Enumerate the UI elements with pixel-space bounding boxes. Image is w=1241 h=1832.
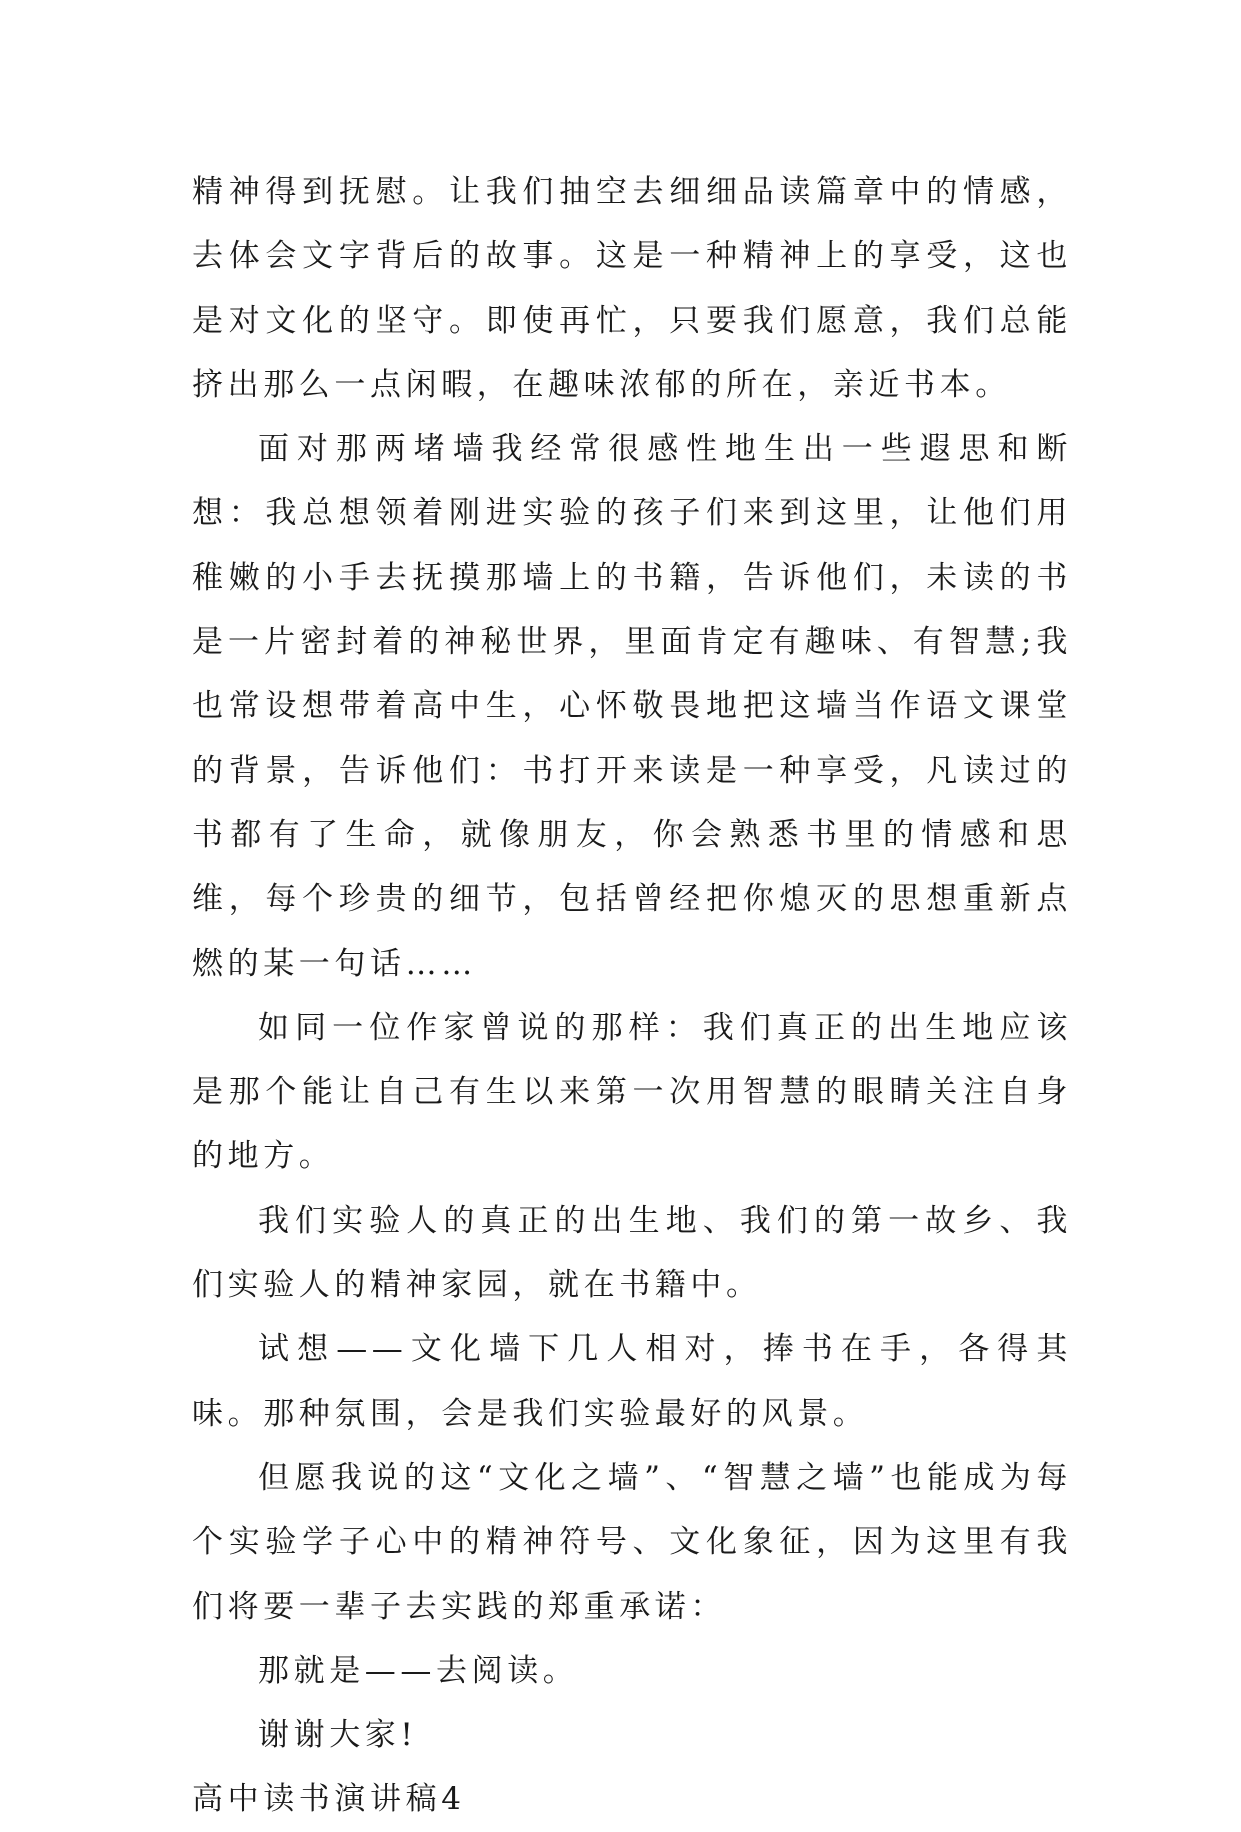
paragraph-two-walls: 面对那两堵墙我经常很感性地生出一些遐思和断想：我总想领着刚进实验的孩子们来到这里，让他们用稚嫩的小手去抚摸那墙上的书籍，告诉他们，未读的书是一片密封着的神秘世界，里面肯定有趣味、有智慧;我也常设想带着高中生，心怀敬畏地把这墙当作语文课堂的背景，告诉他们：书打开来读是一种享受，凡读过的书都有了生命，就像朋友，你会熟悉书里的情感和思维，每个珍贵的细节，包括曾经把你熄灭的思想重新点燃的某一句话…… bbox=[192, 431, 1072, 982]
document-body bbox=[192, 160, 1072, 1832]
paragraph-writer-quote: 如同一位作家曾说的那样：我们真正的出生地应该是那个能让自己有生以来第一次用智慧的眼睛关注自身的地方。 bbox=[192, 1009, 1072, 1175]
paragraph-birthplace: 我们实验人的真正的出生地、我们的第一故乡、我们实验人的精神家园，就在书籍中。 bbox=[192, 1202, 1072, 1304]
paragraph-hope: 但愿我说的这“文化之墙”、“智慧之墙”也能成为每个实验学子心中的精神符号、文化象征，因为这里有我们将要一辈子去实践的郑重承诺： bbox=[192, 1459, 1072, 1625]
paragraph-continuation: 精神得到抚慰。让我们抽空去细细品读篇章中的情感，去体会文字背后的故事。这是一种精神上的享受，这也是对文化的坚守。即使再忙，只要我们愿意，我们总能挤出那么一点闲暇，在趣味浓郁的所在，亲近书本。 bbox=[192, 174, 1072, 403]
paragraph-read: 那就是——去阅读。 bbox=[258, 1652, 579, 1689]
paragraph-imagine: 试想——文化墙下几人相对，捧书在手，各得其味。那种氛围，会是我们实验最好的风景。 bbox=[192, 1331, 1072, 1432]
section-title: 高中读书演讲稿4 bbox=[192, 1781, 466, 1818]
paragraph-thanks: 谢谢大家! bbox=[258, 1717, 418, 1754]
